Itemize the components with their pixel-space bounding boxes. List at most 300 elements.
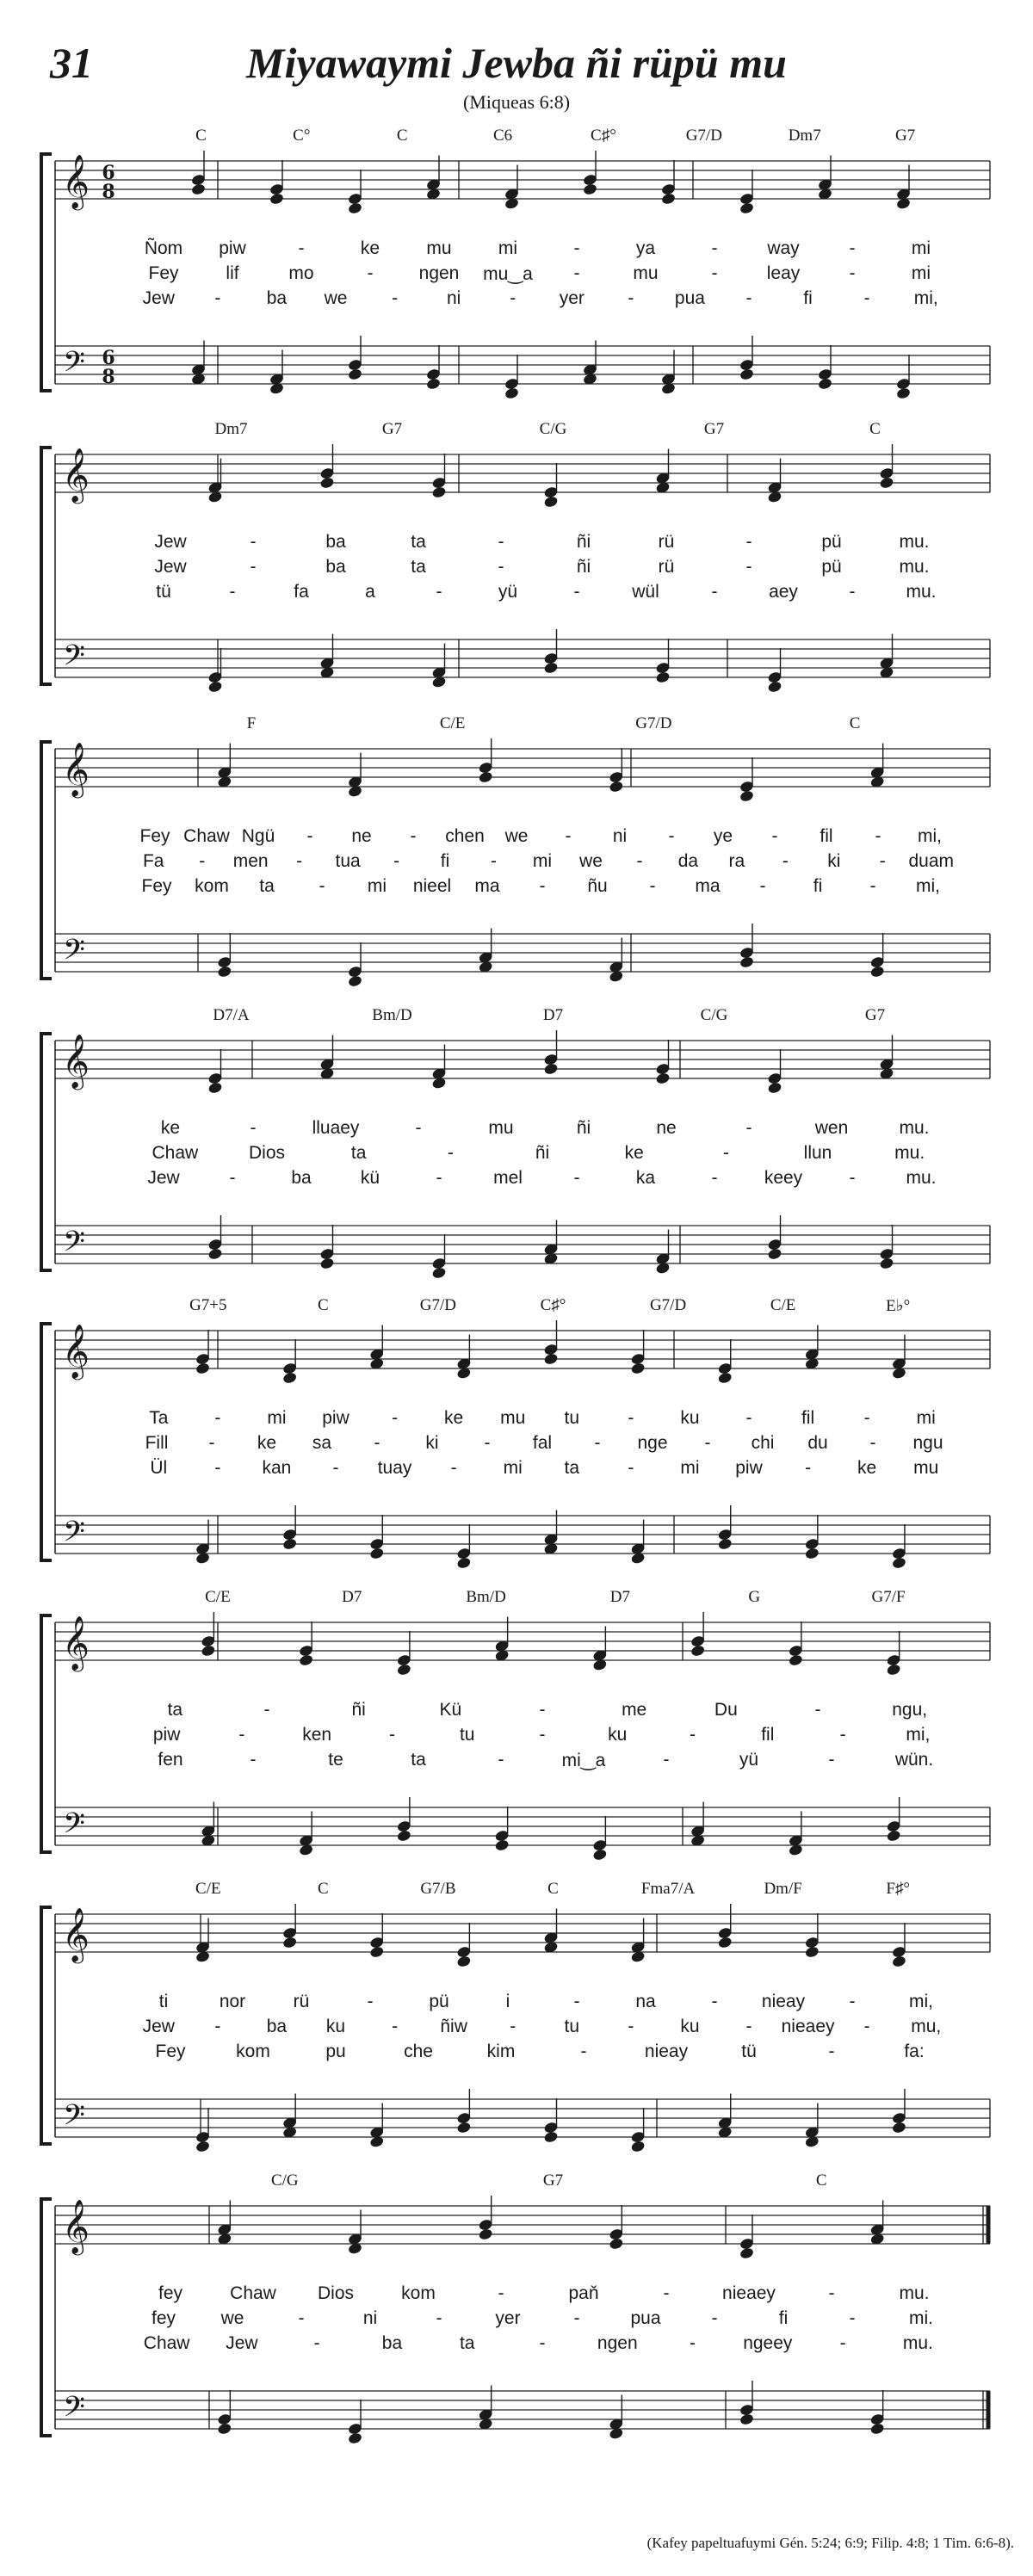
lyric-syllable: - xyxy=(367,263,374,283)
notehead xyxy=(319,1257,335,1269)
lyric-syllable: - xyxy=(722,1143,729,1163)
notehead xyxy=(739,2412,755,2425)
lyric-syllable: ku xyxy=(608,1725,628,1745)
lyric-syllable: - xyxy=(690,1725,696,1745)
lyric-syllable: Ta xyxy=(149,1408,169,1428)
notehead xyxy=(630,1362,646,1374)
chord-symbol: Dm7 xyxy=(788,127,821,145)
lyric-syllable: - xyxy=(392,2017,399,2036)
lyric-syllable: ñi xyxy=(576,557,591,577)
lyric-syllable: mu‿a xyxy=(483,264,533,284)
lyric-syllable: mi, xyxy=(918,826,942,846)
notehead xyxy=(207,1081,223,1094)
chord-symbol: Dm7 xyxy=(214,420,248,438)
lyric-syllable: mu. xyxy=(899,532,930,552)
lyric-syllable: - xyxy=(436,582,442,602)
treble-clef-icon: 𝄞 xyxy=(62,448,90,502)
lyric-syllable: - xyxy=(745,1118,752,1138)
notehead xyxy=(630,2140,646,2153)
lyric-syllable: - xyxy=(711,2308,718,2328)
lyric-syllable: - xyxy=(313,2333,320,2353)
lyric-syllable: nieel xyxy=(412,876,452,896)
lyric-syllable: ma xyxy=(695,876,721,896)
lyric-syllable: - xyxy=(436,2308,442,2328)
lyric-syllable: - xyxy=(771,826,778,846)
lyric-syllable: - xyxy=(745,1408,752,1428)
notehead xyxy=(207,1247,223,1260)
lyric-syllable: fi xyxy=(803,288,813,308)
notehead xyxy=(191,182,207,195)
lyric-syllable: mi xyxy=(680,1458,700,1478)
lyric-syllable: duam xyxy=(908,851,955,871)
lyric-syllable: ñi xyxy=(535,1143,550,1163)
lyric-syllable: ñi xyxy=(576,1118,591,1138)
lyric-syllable: - xyxy=(573,1992,580,2011)
lyric-syllable: - xyxy=(498,2283,504,2303)
lyric-syllable: - xyxy=(745,2017,752,2036)
lyric-syllable: - xyxy=(208,1433,215,1453)
lyric-syllable: mu xyxy=(426,238,452,258)
lyric-syllable: Jew xyxy=(142,288,175,308)
lyric-syllable: ni xyxy=(362,2308,378,2328)
lyric-syllable: - xyxy=(388,1725,395,1745)
system-bracket xyxy=(41,2199,52,2436)
hymn-number: 31 xyxy=(50,39,93,87)
notehead xyxy=(426,377,442,390)
lyric-syllable: kom xyxy=(236,2042,270,2061)
notehead xyxy=(396,1829,411,1842)
notehead xyxy=(269,192,285,205)
notehead xyxy=(543,495,559,508)
lyric-syllable: ba xyxy=(381,2333,403,2353)
lyric-syllable: ra xyxy=(728,851,745,871)
lyric-syllable: - xyxy=(447,1143,454,1163)
lyric-syllable: - xyxy=(250,1118,257,1138)
chord-symbol: C/E xyxy=(205,1588,231,1606)
lyric-syllable: - xyxy=(849,2308,856,2328)
notehead xyxy=(609,780,624,793)
chord-symbol: G xyxy=(748,1588,761,1606)
lyric-syllable: - xyxy=(636,851,643,871)
lyric-syllable: ngen xyxy=(597,2333,638,2353)
notehead xyxy=(396,1663,411,1676)
lyric-syllable: Fa xyxy=(142,851,164,871)
system-bracket xyxy=(41,448,52,684)
lyric-syllable: Chaw xyxy=(143,2333,190,2353)
lyric-syllable: - xyxy=(711,238,718,258)
chord-symbol: C xyxy=(195,127,207,145)
lyric-syllable: - xyxy=(690,2333,696,2353)
notehead xyxy=(195,2140,211,2153)
lyric-syllable: ta xyxy=(350,1143,367,1163)
lyric-syllable: - xyxy=(839,2333,846,2353)
lyric-syllable: Ñom xyxy=(144,238,183,258)
lyric-syllable: fi xyxy=(440,851,450,871)
lyric-syllable: we xyxy=(504,826,529,846)
lyric-syllable: - xyxy=(573,1168,580,1188)
lyric-syllable: tü xyxy=(741,2042,757,2061)
bass-clef-icon: 𝄢 xyxy=(63,934,85,973)
lyric-syllable: - xyxy=(849,263,856,283)
lyric-syllable: ki xyxy=(827,851,841,871)
lyric-syllable: fil xyxy=(761,1725,775,1745)
lyric-syllable: mi, xyxy=(916,876,940,896)
lyric-syllable: rü xyxy=(658,532,675,552)
lyric-syllable: mi. xyxy=(909,2308,933,2328)
lyric-syllable: - xyxy=(229,582,236,602)
lyric-syllable: aey xyxy=(769,582,798,602)
lyric-syllable: Fey xyxy=(141,876,172,896)
lyric-syllable: mi xyxy=(267,1408,287,1428)
lyric-syllable: - xyxy=(628,1408,634,1428)
lyric-syllable: Dios xyxy=(248,1143,286,1163)
lyric-syllable: ke xyxy=(624,1143,644,1163)
lyric-syllable: - xyxy=(539,2333,546,2353)
lyric-syllable: ba xyxy=(291,1168,312,1188)
lyric-syllable: lif xyxy=(226,263,239,283)
notehead xyxy=(431,1266,447,1279)
lyric-syllable: ni xyxy=(446,288,461,308)
treble-clef-icon: 𝄞 xyxy=(62,1907,90,1961)
chord-symbol: G7 xyxy=(864,1006,886,1024)
lyric-syllable: mu. xyxy=(899,1118,930,1138)
notehead xyxy=(478,2227,493,2240)
lyric-syllable: - xyxy=(711,263,718,283)
lyric-syllable: fen xyxy=(158,1750,183,1770)
lyric-syllable: tu xyxy=(459,1725,475,1745)
lyric-syllable: - xyxy=(392,288,399,308)
notehead xyxy=(879,476,894,489)
lyric-syllable: lluaey xyxy=(312,1118,360,1138)
lyric-syllable: - xyxy=(539,1725,546,1745)
chord-symbol: C♯° xyxy=(540,1296,566,1314)
notehead xyxy=(661,192,677,205)
hymn-title: Miyawaymi Jewba ñi rüpü mu xyxy=(246,39,787,87)
lyric-syllable: da xyxy=(677,851,699,871)
lyric-syllable: nor xyxy=(219,1992,246,2011)
time-signature-bottom: 8 xyxy=(102,366,115,388)
bass-clef-icon: 𝄢 xyxy=(63,2391,85,2431)
lyric-syllable: mu xyxy=(633,263,659,283)
chord-symbol: D7 xyxy=(609,1588,631,1606)
notehead xyxy=(282,1371,298,1384)
system-bracket xyxy=(41,1034,52,1270)
notehead xyxy=(456,2121,472,2134)
lyric-syllable: wül xyxy=(632,582,659,602)
notehead xyxy=(504,386,520,399)
lyric-syllable: - xyxy=(296,851,303,871)
notehead xyxy=(348,368,363,380)
lyric-syllable: llun xyxy=(803,1143,832,1163)
lyric-syllable: ka xyxy=(635,1168,656,1188)
lyric-syllable: - xyxy=(332,1458,339,1478)
lyric-syllable: ke xyxy=(160,1118,181,1138)
lyric-syllable: Jew xyxy=(147,1168,180,1188)
chord-symbol: G7/D xyxy=(635,714,672,732)
lyric-syllable: nge xyxy=(637,1433,668,1453)
lyric-syllable: Du xyxy=(714,1700,738,1720)
lyric-syllable: Ngü xyxy=(241,826,275,846)
lyric-syllable: - xyxy=(565,826,572,846)
lyric-syllable: - xyxy=(628,1458,634,1478)
lyric-syllable: mu xyxy=(488,1118,514,1138)
lyric-syllable: - xyxy=(711,582,718,602)
lyric-syllable: fi xyxy=(813,876,823,896)
chord-symbol: C/G xyxy=(539,420,567,438)
bass-clef-icon: 𝄢 xyxy=(63,346,85,386)
notehead xyxy=(886,1663,901,1676)
system-bracket xyxy=(41,154,52,391)
notehead xyxy=(217,965,232,978)
chord-symbol: Bm/D xyxy=(372,1006,412,1024)
lyric-syllable: ba xyxy=(325,557,346,577)
lyric-syllable: Chaw xyxy=(230,2283,276,2303)
lyric-syllable: mu. xyxy=(894,1143,925,1163)
lyric-syllable: - xyxy=(229,1168,236,1188)
lyric-syllable: - xyxy=(745,557,752,577)
lyric-syllable: - xyxy=(306,826,313,846)
lyric-syllable: piw xyxy=(735,1458,763,1478)
chord-symbol: C xyxy=(396,127,408,145)
lyric-syllable: - xyxy=(814,1700,821,1720)
lyric-syllable: - xyxy=(849,238,856,258)
lyric-syllable: ke xyxy=(257,1433,277,1453)
lyric-syllable: - xyxy=(759,876,766,896)
notehead xyxy=(767,1247,782,1260)
lyric-syllable: - xyxy=(580,2042,587,2061)
lyric-syllable: - xyxy=(436,1168,442,1188)
notehead xyxy=(369,1945,385,1958)
lyric-syllable: fil xyxy=(820,826,833,846)
lyric-syllable: we xyxy=(220,2308,244,2328)
chord-symbol: C xyxy=(849,714,861,732)
notehead xyxy=(543,1062,559,1075)
lyric-syllable: - xyxy=(319,876,325,896)
lyric-syllable: ta xyxy=(167,1700,183,1720)
lyric-syllable: pua xyxy=(630,2308,661,2328)
lyric-syllable: pua xyxy=(674,288,705,308)
lyric-syllable: a xyxy=(365,582,375,602)
lyric-syllable: ta xyxy=(411,532,426,552)
notehead xyxy=(788,1653,803,1666)
lyric-syllable: - xyxy=(539,1700,546,1720)
lyric-syllable: - xyxy=(805,1458,812,1478)
lyric-syllable: na xyxy=(635,1992,656,2011)
treble-clef-icon: 𝄞 xyxy=(62,742,90,796)
lyric-syllable: - xyxy=(498,532,504,552)
chord-symbol: C/E xyxy=(195,1880,221,1898)
lyric-syllable: ta xyxy=(459,2333,475,2353)
lyric-syllable: mel xyxy=(493,1168,523,1188)
bass-clef-icon: 𝄢 xyxy=(63,639,85,679)
lyric-syllable: - xyxy=(594,1433,601,1453)
lyric-syllable: yü xyxy=(498,582,518,602)
lyric-syllable: mi, xyxy=(913,288,938,308)
lyric-syllable: - xyxy=(250,1750,257,1770)
lyric-syllable: nieaey xyxy=(781,2017,835,2036)
lyric-syllable: Jew xyxy=(154,532,187,552)
notehead xyxy=(717,1537,733,1550)
notehead xyxy=(201,1644,216,1657)
chord-symbol: Bm/D xyxy=(466,1588,506,1606)
lyric-syllable: sa xyxy=(312,1433,332,1453)
lyric-syllable: che xyxy=(404,2042,433,2061)
lyric-syllable: fi xyxy=(778,2308,789,2328)
lyric-syllable: - xyxy=(510,2017,516,2036)
lyric-syllable: Jew xyxy=(154,557,187,577)
lyric-syllable: ni xyxy=(612,826,628,846)
notehead xyxy=(739,368,755,380)
notehead xyxy=(456,1556,472,1569)
chord-symbol: G7 xyxy=(703,420,725,438)
chord-symbol: G7/B xyxy=(420,1880,456,1898)
lyric-syllable: - xyxy=(214,2017,221,2036)
lyric-syllable: kom xyxy=(401,2283,436,2303)
lyric-syllable: ta xyxy=(411,557,426,577)
lyric-syllable: fil xyxy=(801,1408,815,1428)
lyric-syllable: yer xyxy=(495,2308,521,2328)
notehead xyxy=(217,2422,232,2435)
chord-symbol: G7 xyxy=(894,127,916,145)
chord-symbol: F xyxy=(246,714,257,732)
notehead xyxy=(282,1936,298,1949)
notehead xyxy=(431,485,447,498)
lyric-syllable: tu xyxy=(564,1408,580,1428)
lyric-syllable: - xyxy=(863,288,870,308)
notehead xyxy=(456,1955,472,1968)
lyric-syllable: Chaw xyxy=(152,1143,199,1163)
chord-symbol: C xyxy=(318,1296,329,1314)
lyric-syllable: - xyxy=(539,876,546,896)
lyric-syllable: ba xyxy=(266,288,288,308)
chord-symbol: C xyxy=(869,420,881,438)
lyric-syllable: rü xyxy=(658,557,675,577)
treble-clef-icon: 𝄞 xyxy=(62,1615,90,1670)
footer-reference: (Kafey papeltuafuymi Gén. 5:24; 6:9; Filip. 4:8; 1 Tim. 6:6-8). xyxy=(646,2535,1014,2551)
lyric-syllable: - xyxy=(491,851,498,871)
lyric-syllable: i xyxy=(505,1992,510,2011)
lyric-syllable: - xyxy=(849,582,856,602)
lyric-syllable: mu. xyxy=(906,582,937,602)
lyric-syllable: ngeey xyxy=(743,2333,793,2353)
lyric-syllable: ku xyxy=(680,2017,700,2036)
lyric-syllable: - xyxy=(668,826,675,846)
lyric-syllable: mi, xyxy=(906,1725,931,1745)
lyric-syllable: du xyxy=(807,1433,828,1453)
lyric-syllable: - xyxy=(484,1433,491,1453)
treble-clef-icon: 𝄞 xyxy=(62,2199,90,2253)
notehead xyxy=(690,1644,706,1657)
chord-symbol: G7 xyxy=(542,2171,564,2190)
lyric-syllable: - xyxy=(663,2283,670,2303)
lyric-syllable: yer xyxy=(559,288,585,308)
lyric-syllable: ta xyxy=(411,1750,426,1770)
lyric-syllable: chi xyxy=(751,1433,775,1453)
notehead xyxy=(348,974,363,987)
chord-symbol: D7 xyxy=(342,1588,362,1606)
lyric-syllable: ke xyxy=(444,1408,464,1428)
lyric-syllable: ti xyxy=(158,1992,169,2011)
lyric-syllable: ta xyxy=(564,1458,580,1478)
lyric-syllable: me xyxy=(622,1700,647,1720)
system-bracket xyxy=(41,742,52,979)
time-signature-top: 6 xyxy=(102,162,115,184)
lyric-syllable: ngu xyxy=(912,1433,943,1453)
notehead xyxy=(494,1838,510,1851)
lyric-syllable: mi xyxy=(367,876,387,896)
lyric-syllable: - xyxy=(869,1433,876,1453)
lyric-syllable: - xyxy=(573,582,580,602)
lyric-syllable: - xyxy=(863,2017,870,2036)
notehead xyxy=(478,770,493,783)
lyric-syllable: - xyxy=(214,288,221,308)
lyric-syllable: ke xyxy=(360,238,380,258)
lyric-syllable: ku xyxy=(325,2017,346,2036)
lyric-syllable: mi xyxy=(916,1408,936,1428)
lyric-syllable: - xyxy=(573,238,580,258)
lyric-syllable: ne xyxy=(351,826,372,846)
lyric-syllable: ñiw xyxy=(440,2017,467,2036)
notehead xyxy=(818,377,833,390)
lyric-syllable: Fill xyxy=(145,1433,169,1453)
lyric-syllable: mu, xyxy=(911,2017,942,2036)
lyric-syllable: - xyxy=(663,1750,670,1770)
lyric-syllable: tuay xyxy=(377,1458,412,1478)
treble-clef-icon: 𝄞 xyxy=(62,154,90,208)
chord-symbol: C xyxy=(547,1880,559,1898)
lyric-syllable: ye xyxy=(713,826,733,846)
chord-symbol: C xyxy=(815,2171,827,2190)
lyric-syllable: we xyxy=(324,288,348,308)
lyric-syllable: - xyxy=(510,288,516,308)
lyric-syllable: ñi xyxy=(576,532,591,552)
lyric-syllable: pü xyxy=(821,532,842,552)
lyric-syllable: kü xyxy=(360,1168,380,1188)
chord-symbol: D7/A xyxy=(213,1006,250,1024)
lyric-syllable: - xyxy=(879,851,886,871)
lyric-syllable: ñi xyxy=(351,1700,366,1720)
chord-symbol: G7/F xyxy=(871,1588,906,1606)
lyric-syllable: - xyxy=(649,876,656,896)
lyric-syllable: piw xyxy=(219,238,246,258)
chord-symbol: Dm/F xyxy=(764,1880,802,1898)
lyric-syllable: kan xyxy=(262,1458,292,1478)
lyric-syllable: tü xyxy=(156,582,171,602)
notehead xyxy=(739,2246,755,2259)
lyric-syllable: - xyxy=(410,826,417,846)
notehead xyxy=(543,2130,559,2143)
chord-symbol: C/G xyxy=(270,2171,299,2190)
notehead xyxy=(767,680,782,693)
notehead xyxy=(892,1955,907,1968)
lyric-syllable: Ül xyxy=(150,1458,168,1478)
lyric-syllable: mo xyxy=(288,263,314,283)
lyric-syllable: Fey xyxy=(148,263,179,283)
notehead xyxy=(655,1072,671,1084)
lyric-syllable: fey xyxy=(151,2308,176,2328)
time-signature-bottom: 8 xyxy=(102,181,115,203)
chord-symbol: C/G xyxy=(700,1006,728,1024)
notehead xyxy=(879,1257,894,1269)
lyric-syllable: ken xyxy=(302,1725,332,1745)
lyric-syllable: pü xyxy=(821,557,842,577)
lyric-syllable: - xyxy=(628,288,634,308)
system-bracket xyxy=(41,1324,52,1560)
lyric-syllable: - xyxy=(367,1992,374,2011)
lyric-syllable: Kü xyxy=(439,1700,462,1720)
lyric-syllable: - xyxy=(250,557,257,577)
lyric-syllable: Fey xyxy=(139,826,170,846)
